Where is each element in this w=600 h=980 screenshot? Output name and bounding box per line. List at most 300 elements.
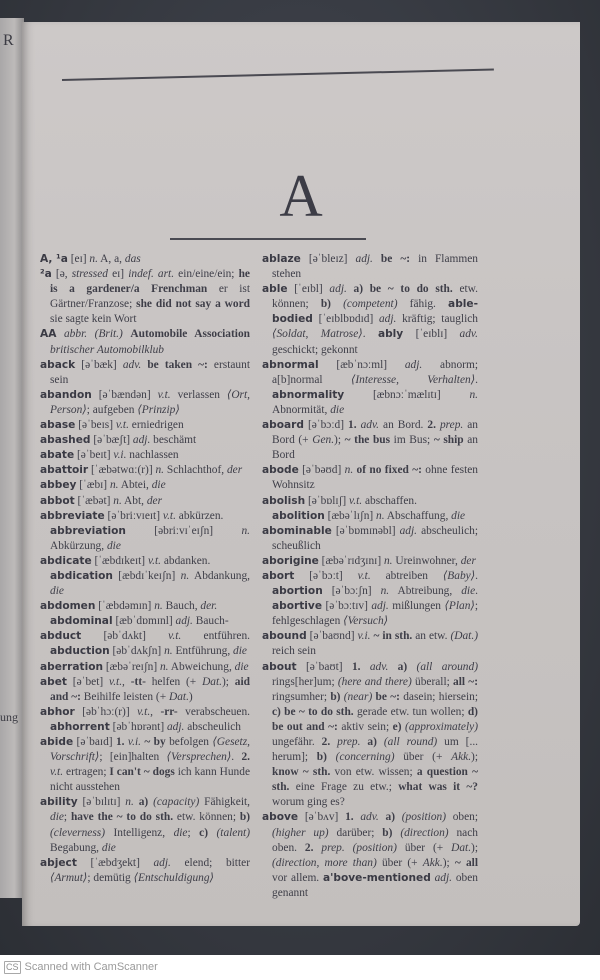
definition-text: (direction, more than) [272,856,377,869]
definition-text: 2. [321,736,338,748]
definition-text: be ~: [372,690,400,703]
dictionary-entry [40,569,250,599]
definition-text: (approximately) [405,720,478,733]
definition-text: dasein; hiersein; [399,690,478,703]
dictionary-entry [40,524,250,554]
definition-text: ⟨Interesse, Verhalten⟩ [350,373,476,386]
definition-text: a question ~ sth. [272,766,478,794]
definition-text: ; aufgeben [86,403,138,416]
pronunciation: [ˈeɪblbɒdɪd] [312,313,379,326]
definition-text: n. [89,253,98,265]
dictionary-entry [40,252,250,267]
right-column [262,252,478,901]
headword: abide [40,736,74,748]
dictionary-entry [262,358,478,418]
definition-text: n. [159,660,169,673]
definition-text: überall; [411,675,454,688]
definition-text: adv. [360,419,380,432]
definition-text: stressed [71,268,108,281]
pronunciation: [əbˈdʌkt] [81,630,169,643]
pronunciation: [əˈbleɪz] [300,253,356,265]
pronunciation: [əˈbəʊd] [298,464,345,477]
section-letter: A [279,163,323,229]
pronunciation: [æbˈnɔːml] [318,358,405,371]
definition-text: elend; bitter [170,856,250,869]
definition-text: adj. [166,720,185,733]
definition-text: d) be out and ~: [272,705,478,733]
definition-text: die [151,479,166,492]
definition-text: der [460,554,476,567]
definition-text: have the ~ to do sth. [70,811,174,824]
definition-text: adj. [434,871,453,884]
definition-text: Akk. [422,856,443,869]
definition-text: Gen. [312,434,335,447]
headword: aback [40,358,76,371]
definition-text: v.t. [147,554,162,567]
dictionary-entry [40,856,250,886]
pronunciation: [əˈbeɪs] [75,419,116,432]
definition-text: abtreiben [370,569,443,582]
pronunciation: [əˈbɒmɪnəbl] [331,524,400,537]
definition-text: b) [382,826,401,839]
definition-text: abbr. (Brit.) [56,328,131,341]
camscanner-watermark [4,957,158,977]
pronunciation: [æbnɔːˈmælɪtɪ] [344,388,470,401]
definition-text: ich kann Hunde nicht ausstehen [50,766,251,794]
definition-text: ); [442,856,455,869]
definition-text: (position) [352,841,397,854]
definition-text: ~ the bus [344,434,391,447]
definition-text: 1. [115,736,128,748]
pronunciation: [eɪ] [67,253,90,265]
definition-text: . [362,328,378,341]
definition-text: aid and ~: [50,675,250,703]
dictionary-entry [262,282,478,357]
definition-text: . [475,585,478,598]
headword: able-bodied [272,298,478,326]
definition-text: adj. [371,600,389,613]
definition-text: Beihilfe leisten (+ [80,690,169,703]
headword: abdomen [40,600,96,613]
definition-text: ⟨Gesetz, Vorschrift⟩ [50,736,251,764]
headword: a'bove-mentioned [322,871,431,884]
definition-text: die [461,585,476,598]
definition-text: in Flammen stehen [272,253,478,281]
headword: above [262,811,299,824]
pronunciation: [əˈbɔːd] [303,419,349,432]
definition-text: erniedrigen [128,419,184,432]
definition-text: n. [164,645,173,658]
pronunciation: [əˈbaʊnd] [306,630,358,643]
headword: abbreviate [40,509,105,522]
definition-text: ⟨Versuch⟩ [343,615,389,628]
headword: abashed [40,434,91,447]
definition-text: b) [316,751,336,764]
definition-text: ~ ship [433,434,464,447]
headword: abound [262,630,307,643]
definition-text: ungefähr. [272,736,322,748]
definition-text: eine Frage zu etw.; [289,781,399,794]
pronunciation: [əˈbændən] [91,388,158,401]
definition-text: Ureinwohner, [392,554,461,567]
definition-text: ⟨Prinzip⟩ [137,403,180,416]
header-rule [62,68,494,81]
pronunciation: [əˈbriːvɪeɪt] [104,509,163,522]
definition-text: über (+ [396,841,452,854]
definition-text: be taken ~: [141,358,208,371]
pronunciation: [əˈbaɪd] [73,736,116,748]
headword: abode [262,464,299,477]
headword: abortive [272,600,323,613]
definition-text: ⟨Ort, Person⟩ [50,388,250,416]
definition-text: Abdankung, [189,569,251,582]
dictionary-entry [40,433,250,448]
definition-text: ⟨Entschuldigung⟩ [133,871,214,884]
definition-text: v.t. [168,630,182,643]
dictionary-entry [40,629,250,659]
definition-text: das [124,253,141,265]
headword: abdominal [50,615,113,628]
definition-text: -tt- [124,675,146,688]
dictionary-entry [262,660,478,811]
headword: abortion [272,585,323,598]
dictionary-entry [40,267,250,327]
definition-text: she did not say a word [136,298,250,311]
definition-text: reich sein [272,645,316,658]
definition-text: 2. [427,419,440,432]
definition-text: adv. [369,660,389,673]
pronunciation: [əˈbɪlɪtɪ] [77,796,126,809]
pronunciation: [æbəˈlɪʃn] [324,509,377,522]
pronunciation: [əbriːvɪˈeɪʃn] [125,524,242,537]
pronunciation: [əˈbɒlɪʃ] [305,494,350,507]
pronunciation: [əˈbɔːt] [294,569,358,582]
pronunciation: [ˈeɪblɪ] [403,328,460,341]
definition-text: ⟨Versprechen⟩ [166,751,232,764]
definition-text: abnorm; a[b]normal [272,358,478,386]
definition-text: abscheulich [184,720,242,733]
definition-text: im Bus; [390,434,434,447]
definition-text: what was it ~? [398,781,478,794]
definition-text: sie sagte kein Wort [50,313,137,326]
pronunciation: [ə, [51,268,72,281]
definition-text: abkürzen. [175,509,224,522]
definition-text: der. [200,600,218,613]
dictionary-entry [262,509,478,524]
definition-text [345,842,353,854]
definition-text: v.i. [113,449,127,462]
definition-text: (higher up) [272,826,329,839]
definition-text: ; [ein]halten [99,751,167,764]
definition-text: adv. [122,358,142,371]
definition-text: an Bord [272,434,478,462]
definition-text: Intelligenz, [105,826,174,839]
definition-text: ein/eine/ein; [174,268,239,281]
definition-text: worum ging es? [272,796,345,809]
definition-text: die [330,403,345,416]
definition-text: prep. [337,736,361,748]
dictionary-entry [40,660,250,675]
definition-text: beschämt [150,434,197,447]
definition-text: b) [320,298,344,311]
definition-text: verabscheuen. [177,705,251,718]
definition-text: gerade etw. tun wollen; [353,705,468,718]
definition-text: A, a, [97,253,125,265]
headword: ability [40,796,78,809]
definition-text: n. [154,600,163,613]
definition-text: abschaffen. [362,494,417,507]
headword: abhor [40,705,75,718]
definition-text: Abweichung, [168,660,235,673]
definition-text: die [234,660,249,673]
headword: abolition [272,509,325,522]
definition-text: 2. [241,751,250,764]
definition-text: die [233,645,247,658]
definition-text: a) [133,796,154,809]
headword: abbey [40,479,77,492]
definition-text: 1. [351,660,370,673]
definition-text: mißlungen [388,600,445,613]
headword: abase [40,419,76,432]
definition-text: Fähigkeit, [199,796,250,809]
pronunciation: [əˈbʌv] [298,811,346,824]
definition-text: ; fehlgeschlagen [272,600,479,628]
headword: aberration [40,660,104,673]
definition-text: . [475,373,478,386]
dictionary-entry [40,418,250,433]
definition-text: prep. [439,419,464,432]
definition-text: ⟨Plan⟩ [444,600,475,613]
dictionary-entry [262,463,478,493]
definition-text: (Dat.) [450,630,478,643]
definition-text: Bauch, [162,600,201,613]
definition-text: verlassen [170,388,227,401]
definition-text: he is a gardener/a Frenchman [50,268,250,296]
facing-page-fragment: ung [0,710,18,724]
definition-text: ; demütig [87,871,134,884]
definition-text: Schlachthof, [164,464,227,477]
definition-text: Abtreibung, [389,585,462,598]
pronunciation: [əˈbet] [66,675,109,688]
definition-text: oben; [446,811,479,824]
headword: abduct [40,630,82,643]
definition-text: n. [180,569,190,582]
definition-text: e) [392,720,406,733]
definition-text: n. [469,388,478,401]
headword: ablaze [262,253,301,265]
definition-text: ); [471,841,479,854]
definition-text: v.t., [108,675,125,688]
headword: aborigine [262,554,319,567]
pronunciation: [əˈbaʊt] [296,660,352,673]
dictionary-entry [40,494,250,509]
pronunciation: [əbˈdʌkʃn] [109,645,165,658]
pronunciation: eɪ] [107,268,129,281]
definition-text: ringsumher; [272,690,331,703]
definition-text: Abnormität, [272,403,331,416]
definition-text: . [475,569,478,582]
definition-text: nach oben. [272,826,478,854]
definition-text: (capacity) [153,796,200,809]
headword: abolish [262,494,306,507]
camscanner-logo-icon: CS [6,961,19,972]
headword: abominable [262,524,332,537]
definition-text: (near) [343,690,373,703]
headword: ably [377,328,404,341]
dictionary-entry [40,509,250,524]
dictionary-entry [40,463,250,478]
definition-text: Dat. [168,690,189,703]
pronunciation: [əˈbɔːtɪv] [322,600,372,613]
definition-text: etw. können; [173,811,240,824]
definition-text: c) [199,826,217,839]
definition-text: n. [344,464,354,477]
definition-text: ; [187,826,200,839]
definition-text: 2. [304,841,322,854]
headword: abort [262,569,295,582]
definition-text: erstaunt sein [50,358,250,386]
pronunciation: [ˈæbdəmɪn] [95,600,155,613]
definition-text: Dat. [451,841,472,854]
definition-text: indef. art. [128,268,175,281]
dictionary-entry [262,810,478,901]
definition-text: nachlassen [126,449,179,462]
headword: abbot [40,494,75,507]
definition-text: know ~ sth. [272,766,331,779]
headword: able [262,283,288,296]
definition-text: geschickt; gekonnt [272,343,358,356]
dictionary-entry [40,614,250,629]
dictionary-entry [262,252,478,282]
definition-text: v.t. [157,388,171,401]
definition-text: Dat. [202,675,222,688]
definition-text: adj. [175,615,193,628]
pronunciation: [əbˈhɒrənt] [109,720,167,733]
definition-text: von etw. wissen; [330,766,417,779]
dictionary-entry [40,358,250,388]
headword: abnormality [272,388,345,401]
definition-text: Automobile Association [130,328,250,341]
definition-text: die [106,539,121,552]
definition-text: Abt, [121,494,147,507]
definition-text: Abschaffung, [384,509,452,522]
definition-text: a) [360,736,384,748]
headword: abdication [50,569,113,582]
pronunciation: [əˈbæʃt] [90,434,133,447]
definition-text: befolgen [165,736,213,748]
definition-text: b) [330,690,344,703]
definition-text: der [146,494,162,507]
dictionary-entry [262,524,478,554]
definition-text: v.t. [50,766,64,779]
definition-text: (direction) [400,826,449,839]
definition-text: of no fixed ~: [353,464,422,477]
headword: abnormal [262,358,319,371]
definition-text: b) [239,811,251,824]
pronunciation: [əbˈhɔː(r)] [74,705,138,718]
headword: abet [40,675,67,688]
dictionary-entry [40,705,250,735]
definition-text: v.i. [127,736,141,748]
definition-text: n. [380,585,390,598]
definition-text: ~ by [140,736,166,748]
dictionary-entry [40,795,250,855]
definition-text: Abkürzung, [50,539,107,552]
definition-text: die [451,509,466,522]
definition-text: -rr- [153,705,178,718]
definition-text: ); [334,434,345,447]
definition-text: etw. können; [272,283,479,311]
definition-text: ); [222,675,235,688]
definition-text: . [231,751,242,764]
definition-text: fähig. [397,298,449,311]
definition-text: (competent) [343,298,398,311]
headword: abattoir [40,464,89,477]
pronunciation: [ˈeɪbl] [287,283,330,296]
definition-text: be ~: [372,253,411,265]
definition-text: ohne festen Wohnsitz [272,464,478,492]
dictionary-entry [40,388,250,418]
pronunciation: [æbəˈrɪdʒɪnɪ] [318,554,384,567]
definition-text: v.t. [162,509,176,522]
definition-text: er ist Gärtner/Franzose; [50,283,250,311]
definition-text: a) [378,811,402,824]
definition-text: (concerning) [335,751,395,764]
dictionary-entry [40,735,250,795]
definition-text: n. [376,509,385,522]
definition-text: an Bord. [379,419,428,432]
definition-text: ⟨Armut⟩ [50,871,88,884]
dictionary-entry [40,599,250,614]
definition-text: um [... herum]; [272,736,479,764]
definition-text: I can't ~ dogs [109,766,175,779]
headword: AA [40,328,57,341]
dictionary-entry [262,629,478,659]
definition-text: kräftig; tauglich [396,313,478,326]
dictionary-entry [40,327,250,357]
definition-text: Bauch- [192,615,229,628]
definition-text: abdanken. [161,554,211,567]
definition-text: helfen (+ [145,675,203,688]
definition-text: Begabung, [50,841,102,854]
definition-text: darüber; [328,826,383,839]
definition-text: die [50,811,64,824]
definition-text: ); [471,751,479,764]
definition-text: n. [125,796,134,809]
dictionary-entry [262,554,478,569]
definition-text: adv. [360,811,379,824]
pronunciation: [æbˈdɒmɪnl] [112,615,176,628]
definition-text: aktiv sein; [337,720,393,733]
definition-text: adj. [378,313,397,326]
definition-text: adj. [355,253,373,265]
watermark-text: Scanned with CamScanner [24,961,158,973]
definition-text: der [226,464,243,477]
definition-text: v.t. [357,569,371,582]
pronunciation: [ˈæbdʒekt] [76,856,154,869]
pronunciation: [ˈæbət] [74,494,114,507]
definition-text: a) [388,660,417,673]
definition-text: (all around) [416,660,478,673]
definition-text: (all round) [383,736,438,748]
definition-text: an Bord (+ [272,419,478,447]
definition-text: n. [241,524,250,537]
dictionary-entry [40,448,250,463]
headword: A, ¹a [40,253,68,265]
definition-text: ~ all [454,856,479,869]
dictionary-entry [262,418,478,463]
left-column [40,252,250,886]
